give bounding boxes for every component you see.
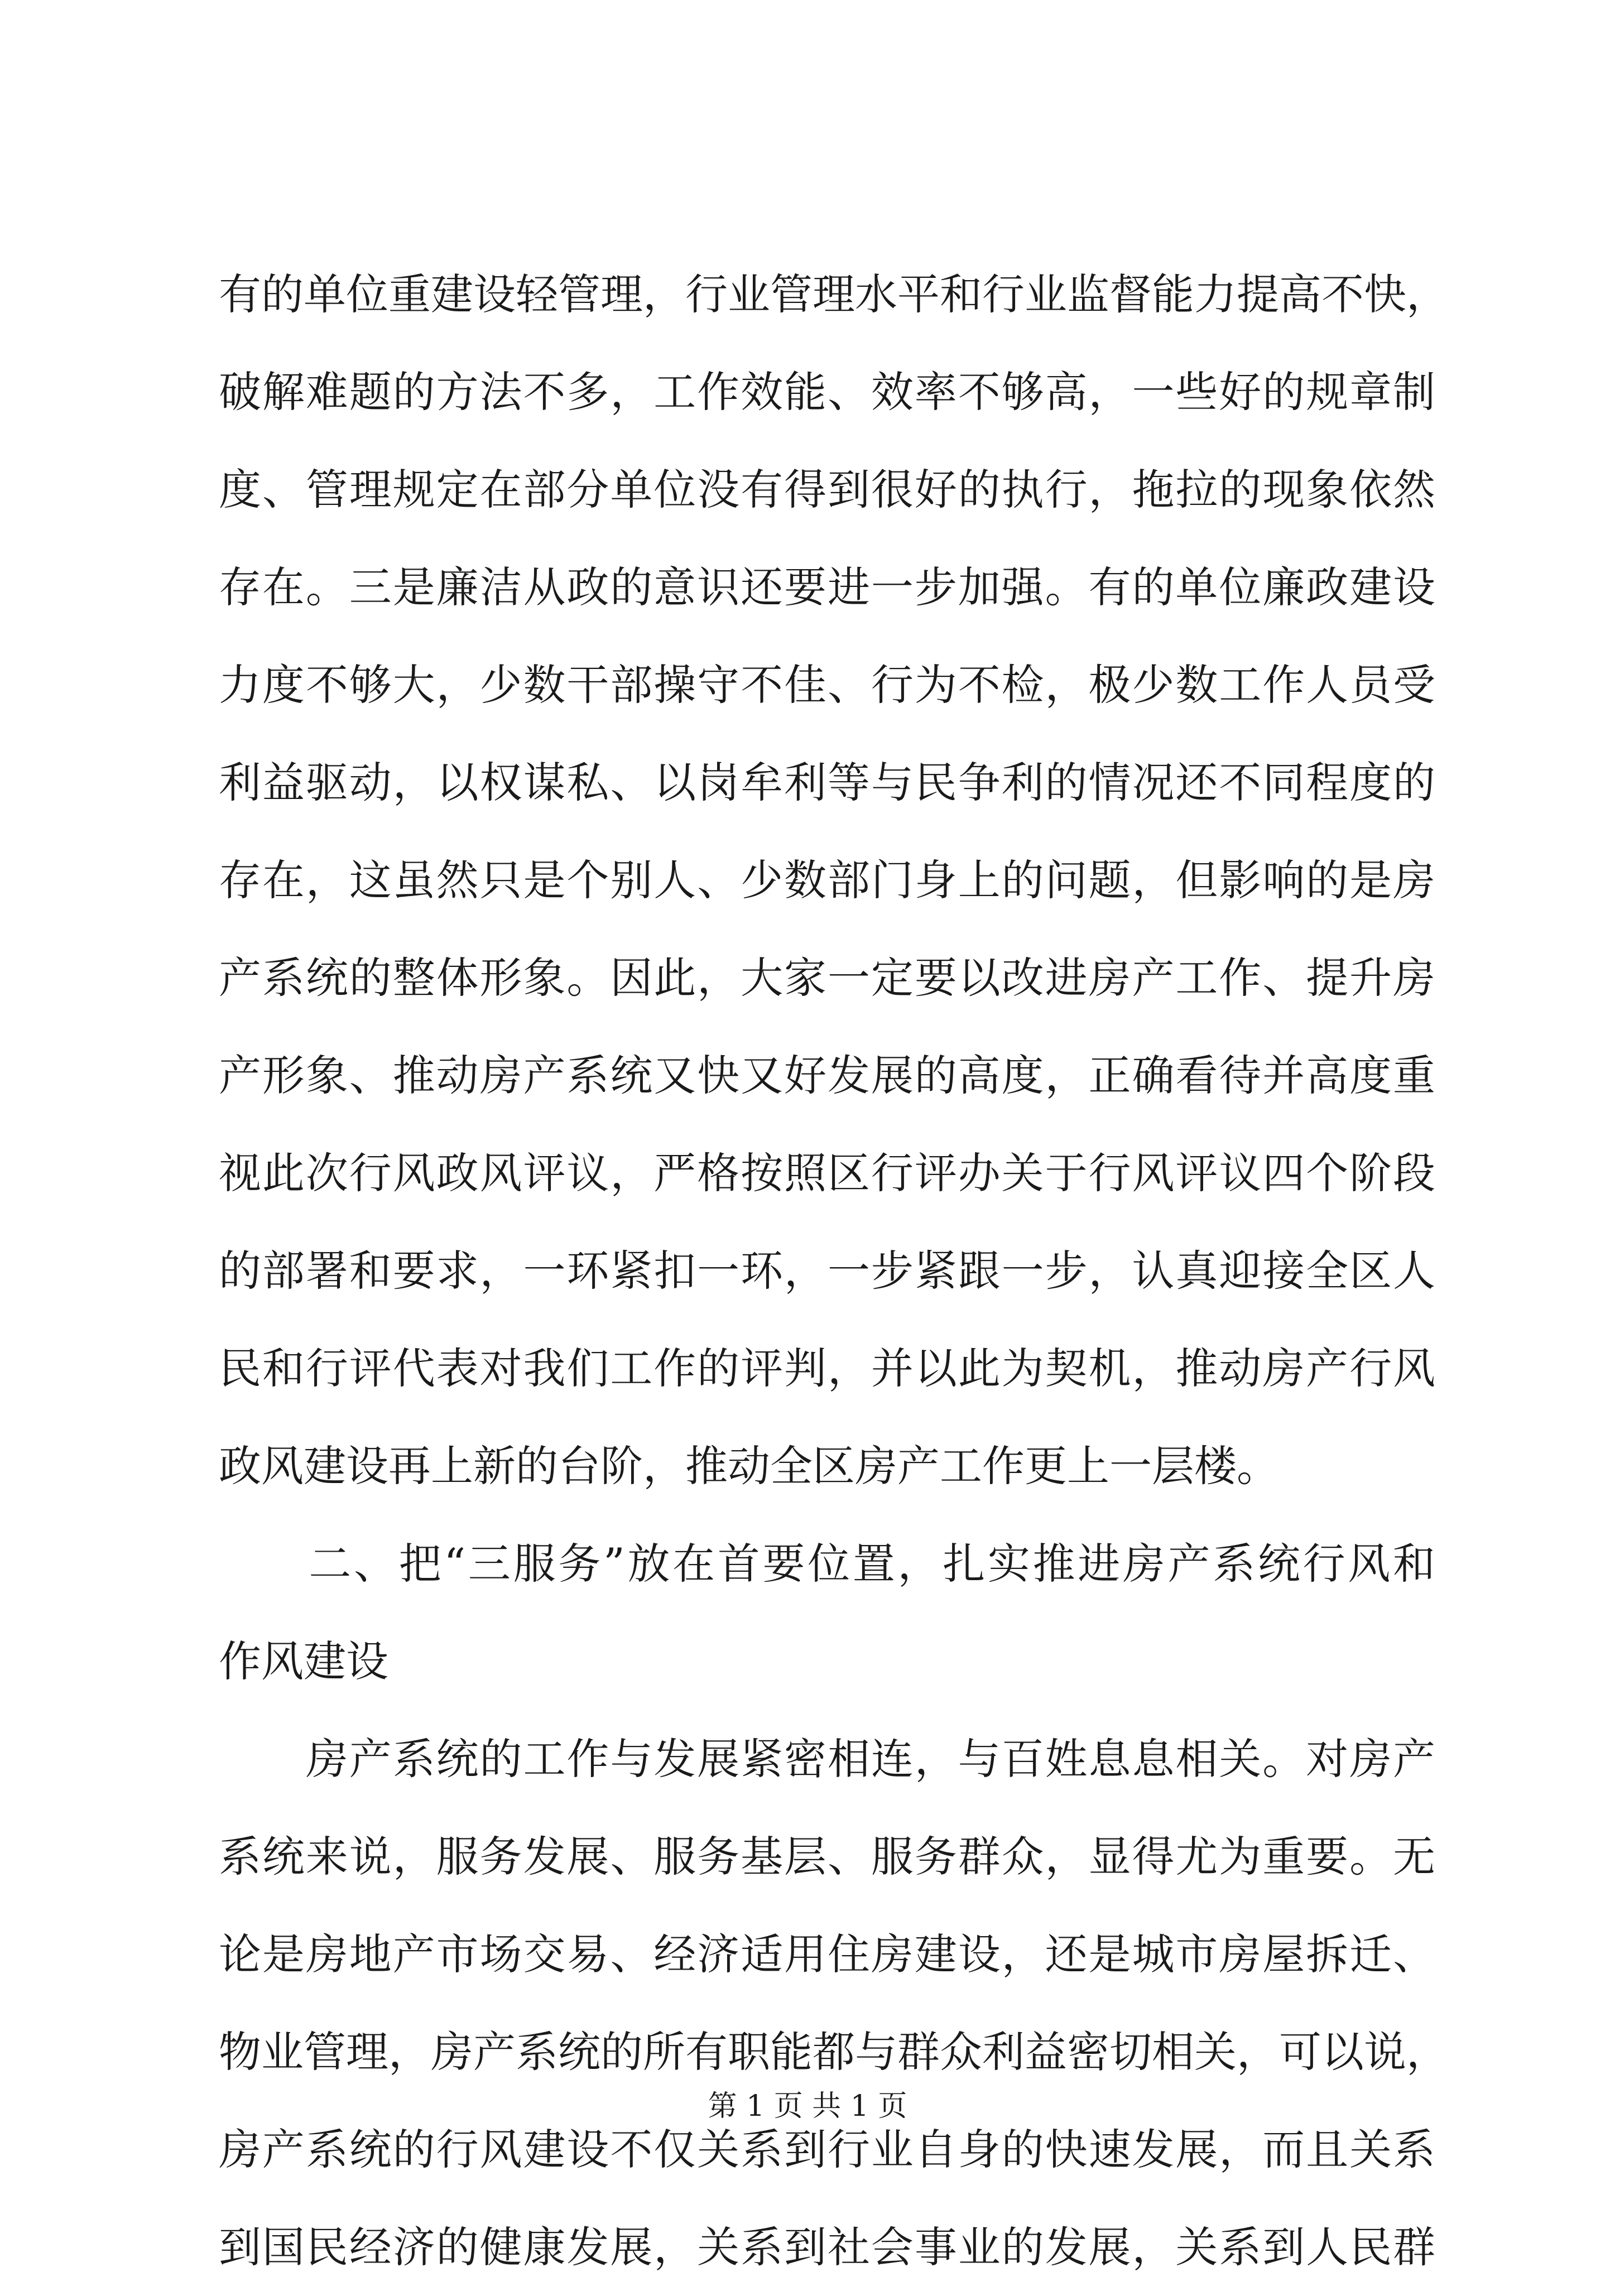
section-heading-line: 作风建设 [219,1636,388,1686]
page-footer: 第 1 页 共 1 页 [708,2090,907,2123]
text-line: 房产系统的行风建设不仅关系到行业自身的快速发展，而且关系 [219,2125,1435,2174]
text-line: 产系统的整体形象。因此，大家一定要以改进房产工作、提升房 [219,953,1435,1003]
text-line: 民和行评代表对我们工作的评判，并以此为契机，推动房产行风 [219,1344,1435,1393]
text-line: 物业管理，房产系统的所有职能都与群众利益密切相关，可以说， [219,2027,1449,2077]
text-line: 存在，这虽然只是个别人、少数部门身上的问题，但影响的是房 [219,855,1435,905]
text-line: 视此次行风政风评议，严格按照区行评办关于行风评议四个阶段 [219,1148,1435,1198]
text-line: 产形象、推动房产系统又快又好发展的高度，正确看待并高度重 [219,1051,1435,1100]
text-line: 力度不够大，少数干部操守不佳、行为不检，极少数工作人员受 [219,660,1435,710]
body-text [219,246,1449,2296]
text-line: 破解难题的方法不多，工作效能、效率不够高，一些好的规章制 [219,367,1435,417]
text-line: 到国民经济的健康发展，关系到社会事业的发展，关系到人民群 [219,2222,1435,2272]
text-line: 论是房地产市场交易、经济适用住房建设，还是城市房屋拆迁、 [219,1929,1435,1979]
section-heading-line: 二、把“三服务”放在首要位置，扎实推进房产系统行风和 [219,1539,1435,1589]
text-line: 系统来说，服务发展、服务基层、服务群众，显得尤为重要。无 [219,1832,1435,1881]
text-line: 存在。三是廉洁从政的意识还要进一步加强。有的单位廉政建设 [219,562,1435,612]
text-line: 房产系统的工作与发展紧密相连，与百姓息息相关。对房产 [219,1734,1435,1784]
text-line: 有的单位重建设轻管理，行业管理水平和行业监督能力提高不快， [219,269,1449,319]
text-line: 的部署和要求，一环紧扣一环，一步紧跟一步，认真迎接全区人 [219,1246,1435,1296]
text-line: 利益驱动，以权谋私、以岗牟利等与民争利的情况还不同程度的 [219,758,1435,807]
text-line: 度、管理规定在部分单位没有得到很好的执行，拖拉的现象依然 [219,465,1435,514]
text-line: 政风建设再上新的台阶，推动全区房产工作更上一层楼。 [219,1441,1279,1491]
